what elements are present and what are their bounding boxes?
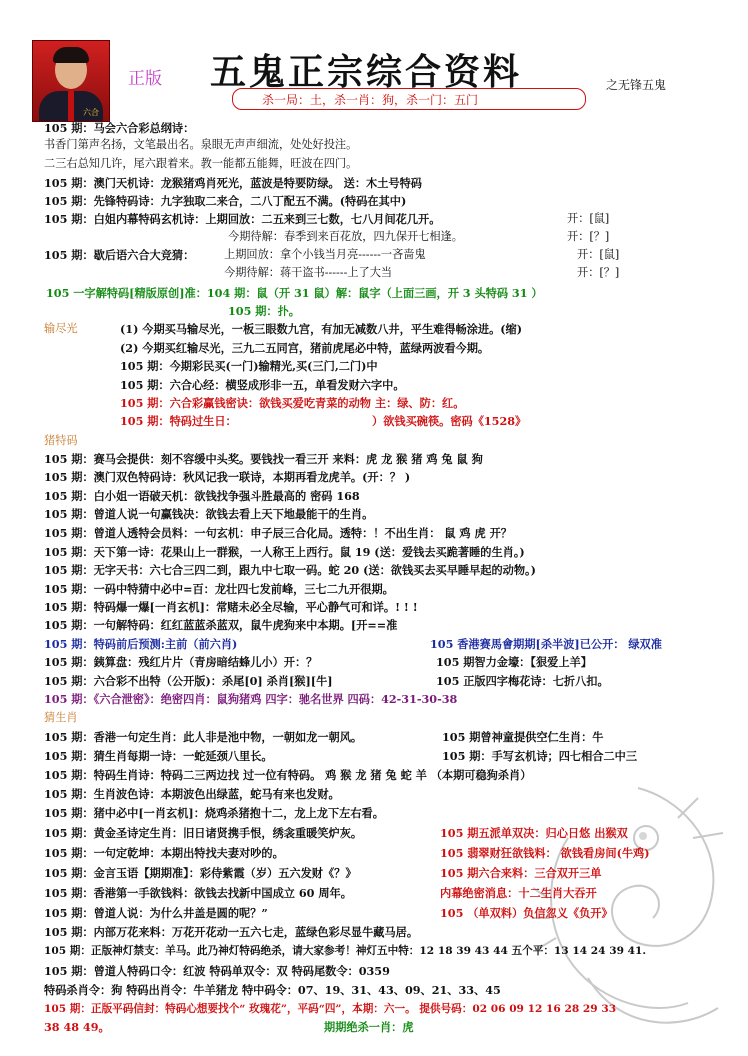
line-08c: 开：[鼠]	[577, 248, 620, 261]
line-38a: 105 期：一句定乾坤：本期出特找夫妻对吵的。	[44, 846, 284, 860]
line-30a: 105 期：六合彩不出特（公开版)：杀尾[0] 杀肖[猴][牛]	[44, 674, 333, 688]
genuine-tag: 正版	[128, 69, 162, 89]
line-15: 105 期：六合心经：横竖成形非一五，单看发财六字中。	[120, 378, 405, 392]
line-10: 105 一字解特码[精版原创]准：104 期：鼠（开 31 鼠）解：鼠字（上面三画，开 3 头特码 31 ）	[46, 286, 543, 300]
line-22: 105 期：曾道人透特会员料：一句玄机：申子辰三合化局。透特：！不出生肖： 鼠 鸡 虎 开？	[44, 526, 512, 540]
line-37a: 105 期：黄金圣诗定生肖：旧日诸贤携手恨，绣衾重暖笑炉灰。	[44, 826, 363, 840]
line-41a: 105 期：曾道人说：为什么井盖是圆的呢？”	[44, 906, 268, 920]
line-02: 书香门第声名扬，文笔最出名。泉眼无声声细流，处处好投注。	[44, 138, 358, 151]
portrait-caption: 六合	[83, 108, 99, 117]
author-portrait	[32, 40, 110, 122]
line-46: 105 期：正版平码信封：特码心想要找个“ 玫瑰花”，平码“四”，本期：六一。 提供号码：02 06 09 12 16 28 29 33	[44, 1003, 617, 1015]
page-title: 五鬼正宗综合资料	[210, 51, 523, 93]
line-40b: 内幕绝密消息：十二生肖大吞开	[440, 886, 597, 900]
kill-summary: 杀一局：土，杀一肖：狗，杀一门：五门	[262, 93, 479, 107]
line-29a: 105 期：銕算盘：残红片片（青房暗结蜂儿小）开：？	[44, 655, 318, 669]
line-24: 105 期：无字天书：六七合三四二到，跟九中七取一码。蛇 20 (送：欲钱买去买早睡早起的动物。)	[44, 563, 536, 577]
line-38b: 105 翡翠财狂欲钱料： 欲钱看房间(牛鸡)	[440, 846, 650, 860]
portrait-hair	[53, 47, 89, 63]
line-16: 105 期：六合彩赢钱密诀：欲钱买爱吃青菜的动物 主：绿、防：红。	[120, 396, 465, 410]
line-32a: 105 期：香港一句定生肖：此人非是池中物，一朝如龙一朝风。	[44, 730, 363, 744]
line-17a: 105 期：特码过生日：	[120, 414, 237, 428]
line-25: 105 期：一码中特猜中必中=百：龙壮四七发前峰，三七二九开很期。	[44, 582, 394, 596]
line-30b: 105 正版四字梅花诗：七折八扣。	[436, 674, 609, 688]
portrait-tie	[68, 91, 74, 121]
line-23: 105 期：天下第一诗：花果山上一群猴，一人称王上西行。鼠 19 (送：爱钱去买跪著睡的生肖。)	[44, 545, 525, 559]
line-40a: 105 期：香港第一手欲钱料：欲钱去找新中国成立 60 周年。	[44, 886, 352, 900]
line-04: 105 期：澳门天机诗：龙猴猪鸡肖死光，蓝波是特要防绿。 送：木土号特码	[44, 176, 422, 190]
line-07a: 今期待解：春季到来百花放，四九保开七相逢。	[228, 230, 463, 243]
line-28b: 105 香港赛馬會期期[杀半波]已公开： 绿双准	[430, 637, 662, 651]
author-name: 之无锋五鬼	[606, 78, 667, 92]
line-33a: 105 期：猜生肖每期一诗：一蛇延颈八里长。	[44, 749, 273, 763]
line-34: 105 期：特码生肖诗：特码二三两边找 过一位有特码。 鸡 猴 龙 猪 兔 蛇 羊 （本期可稳狗杀肖）	[44, 768, 532, 782]
line-37b: 105 期五派单双决：归心日悠 出猴双	[440, 826, 628, 840]
line-14: 105 期：今期彩民买(一门)输精光,买(三门,二门)中	[120, 359, 378, 373]
line-06a: 105 期：白姐内幕特码玄机诗：上期回放：二五来到三七数，七八月间花几开。	[44, 212, 441, 226]
line-27: 105 期：一句解特码：红红蓝蓝杀蓝双，鼠牛虎狗来中本期。[开==准	[44, 618, 398, 632]
line-20: 105 期：白小姐一语破天机：欲钱找争强斗胜最高的 密码 168	[44, 489, 360, 503]
line-21: 105 期：曾道人说一句赢钱决：欲钱去看上天下地最能干的生肖。	[44, 507, 374, 521]
line-43: 105 期：正版神灯禁支：羊马。此乃神灯特码绝杀，请大家参考！神灯五中特：12 18 39 43 44 五个平：13 14 24 39 41.	[44, 945, 647, 957]
line-08b: 上期回放：拿个小钱当月亮------一吝啬鬼	[224, 248, 426, 261]
line-18: 105 期：赛马会提供：刻不容缓中头奖。要钱找一看三开 来料：虎 龙 猴 猪 鸡 兔 鼠 狗	[44, 452, 483, 466]
line-19: 105 期：澳门双色特码诗：秋风记我一联诗，本期再看龙虎羊。(开：？ )	[44, 470, 411, 484]
line-12: (1) 今期买马输尽光，一板三眼数九宫，有加无减数八井，平生难得畅涂进。(缩)	[120, 322, 523, 336]
line-39b: 105 期六合来料：三合双开三单	[440, 866, 602, 880]
line-26: 105 期：特码爆一爆[一肖玄机]：常赌未必全尽输，平心静气可和详。! ! !	[44, 600, 418, 614]
section-lose-all: 输尽光	[44, 322, 78, 335]
line-11: 105 期：扑。	[228, 304, 300, 318]
line-29b: 105 期智力金壕：【狠爱上羊】	[436, 655, 592, 669]
line-44: 105 期：曾道人特码口令：红波 特码单双令：双 特码尾数令：0359	[44, 964, 390, 978]
line-39a: 105 期：金言玉语【期期准】：彩侍紫霞（岁）五六发财《？》	[44, 866, 357, 880]
line-01: 105 期：马会六合彩总纲诗：	[44, 121, 195, 135]
line-09b: 开：[？]	[577, 266, 620, 279]
line-32b: 105 期曾神童提供空仁生肖：牛	[442, 730, 604, 744]
line-31: 105 期：《六合泄密》：绝密四肖：鼠狗猪鸡 四字：驰名世界 四码：42-31-30-38	[44, 692, 458, 706]
line-42: 105 期：内部万花来料：万花开花动一五六七走，蓝绿色彩尽显牛藏马居。	[44, 925, 419, 939]
line-07b: 开：[？]	[567, 230, 610, 243]
line-28a: 105 期：特码前后预测:主前（前六肖)	[44, 637, 238, 651]
line-47: 38 48 49。	[44, 1020, 110, 1034]
section-guess-zodiac: 猜生肖	[44, 711, 78, 724]
line-35: 105 期：生肖波色诗：本期波色出绿蓝，蛇马有来也发财。	[44, 787, 340, 801]
line-41b: 105 （单双料）负信忽义《负开》	[440, 906, 613, 920]
section-pig-special: 猪特码	[44, 434, 78, 447]
line-17b: ）欲钱买碗筷。密码《1528》	[372, 414, 527, 428]
line-06b: 开：[鼠]	[567, 212, 610, 225]
line-08a: 105 期：歇后语六合大竞猜：	[44, 248, 195, 262]
line-36: 105 期：猪中必中[一肖玄机]：烧鸡杀猪抱十二，龙上龙下左右看。	[44, 806, 384, 820]
line-48: 期期绝杀一肖：虎	[324, 1020, 414, 1034]
line-05: 105 期：先锋特码诗：九字独取二来合，二八丁配五不满。(特码在其中)	[44, 194, 407, 208]
line-03: 二三右总知几许，尾六跟着来。教一能都五能舞，旺波在四门。	[44, 157, 358, 170]
line-33b: 105 期：手写玄机诗；四七相合二中三	[442, 749, 638, 763]
line-45: 特码杀肖令：狗 特码出肖令：牛羊猪龙 特中码令：07、19、31、43、09、21、33、45	[44, 983, 501, 997]
line-13: (2) 今期买红输尽光，三九二五同宫，猪前虎尾必中特，蓝绿两波看今期。	[120, 341, 490, 355]
line-09a: 今期待解：蒋干盗书------上了大当	[224, 266, 393, 279]
